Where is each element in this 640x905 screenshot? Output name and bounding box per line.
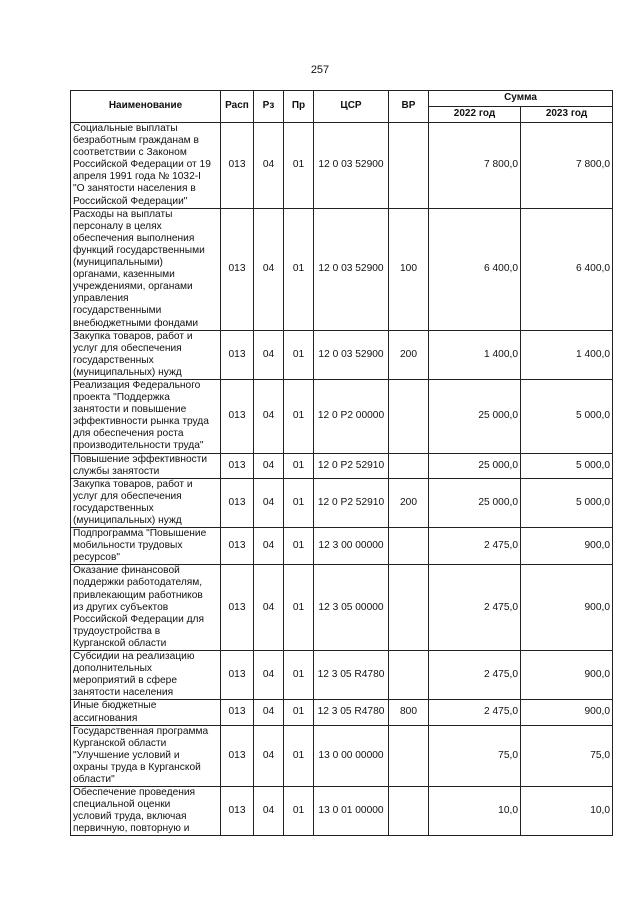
row-name: Субсидии на реализацию дополнительных мероприятий в сфере занятости населения [71, 651, 221, 700]
header-rasp: Расп [221, 91, 254, 123]
row-rasp: 013 [221, 379, 254, 453]
row-csr: 12 0 03 52900 [314, 123, 389, 209]
row-rasp: 013 [221, 123, 254, 209]
row-vr [389, 725, 429, 786]
header-rz: Рз [254, 91, 284, 123]
row-vr: 200 [389, 330, 429, 379]
row-amount-2023: 5 000,0 [521, 478, 613, 527]
row-vr: 800 [389, 700, 429, 725]
row-csr: 12 3 05 R4780 [314, 700, 389, 725]
table-row [71, 123, 613, 209]
row-amount-2022: 25 000,0 [429, 453, 521, 478]
header-csr: ЦСР [314, 91, 389, 123]
table-row [71, 565, 613, 651]
table-row [71, 453, 613, 478]
row-name: Иные бюджетные ассигнования [71, 700, 221, 725]
row-vr [389, 123, 429, 209]
row-rasp: 013 [221, 700, 254, 725]
row-rz: 04 [254, 330, 284, 379]
row-amount-2022: 25 000,0 [429, 478, 521, 527]
table-row [71, 379, 613, 453]
row-csr: 12 3 05 R4780 [314, 651, 389, 700]
row-pr: 01 [284, 651, 314, 700]
row-amount-2022: 10,0 [429, 787, 521, 836]
row-name: Реализация Федерального проекта "Поддержка занятости и повышение эффективности рынка труда для обеспечения роста производительности труда" [71, 379, 221, 453]
table-row [71, 700, 613, 725]
row-csr: 12 3 05 00000 [314, 565, 389, 651]
row-name: Подпрограмма "Повышение мобильности трудовых ресурсов" [71, 528, 221, 565]
row-vr: 100 [389, 208, 429, 330]
table-row [71, 725, 613, 786]
row-rz: 04 [254, 565, 284, 651]
row-rz: 04 [254, 453, 284, 478]
row-pr: 01 [284, 123, 314, 209]
row-vr [389, 453, 429, 478]
row-csr: 13 0 00 00000 [314, 725, 389, 786]
row-rz: 04 [254, 123, 284, 209]
row-name: Закупка товаров, работ и услуг для обеспечения государственных (муниципальных) нужд [71, 330, 221, 379]
row-name: Социальные выплаты безработным гражданам в соответствии с Законом Российской Федерации от 19 апреля 1991 года № 1032-I "О занятости населения в Российской Федерации" [71, 123, 221, 209]
table-row [71, 651, 613, 700]
row-amount-2023: 900,0 [521, 651, 613, 700]
row-rasp: 013 [221, 651, 254, 700]
row-rz: 04 [254, 787, 284, 836]
header-pr: Пр [284, 91, 314, 123]
row-amount-2023: 6 400,0 [521, 208, 613, 330]
row-csr: 12 0 P2 52910 [314, 453, 389, 478]
header-year-2022: 2022 год [429, 107, 521, 123]
page-number: 257 [310, 64, 330, 76]
row-vr [389, 787, 429, 836]
row-amount-2022: 7 800,0 [429, 123, 521, 209]
row-amount-2022: 2 475,0 [429, 700, 521, 725]
row-csr: 12 0 P2 52910 [314, 478, 389, 527]
row-pr: 01 [284, 478, 314, 527]
row-rz: 04 [254, 700, 284, 725]
row-amount-2023: 900,0 [521, 528, 613, 565]
row-pr: 01 [284, 565, 314, 651]
row-rasp: 013 [221, 565, 254, 651]
row-rz: 04 [254, 651, 284, 700]
row-pr: 01 [284, 528, 314, 565]
table-row [71, 478, 613, 527]
row-amount-2022: 75,0 [429, 725, 521, 786]
row-name: Расходы на выплаты персоналу в целях обеспечения выполнения функций государственными (муниципальными) органами, казенными учреждениями, органами управления государственными внебюджетными фондами [71, 208, 221, 330]
header-row [71, 91, 613, 107]
header-name: Наименование [71, 91, 221, 123]
row-amount-2022: 25 000,0 [429, 379, 521, 453]
row-amount-2022: 2 475,0 [429, 651, 521, 700]
table-row [71, 208, 613, 330]
row-amount-2023: 900,0 [521, 700, 613, 725]
header-sum: Сумма [429, 91, 613, 107]
table-body [71, 123, 613, 836]
row-rasp: 013 [221, 725, 254, 786]
row-pr: 01 [284, 208, 314, 330]
table-row [71, 787, 613, 836]
row-rasp: 013 [221, 453, 254, 478]
row-amount-2023: 900,0 [521, 565, 613, 651]
row-csr: 12 0 03 52900 [314, 330, 389, 379]
header-year-2023: 2023 год [521, 107, 613, 123]
table-row [71, 528, 613, 565]
row-csr: 12 0 03 52900 [314, 208, 389, 330]
row-amount-2023: 5 000,0 [521, 453, 613, 478]
row-rasp: 013 [221, 787, 254, 836]
row-vr: 200 [389, 478, 429, 527]
budget-table [70, 90, 613, 836]
row-csr: 13 0 01 00000 [314, 787, 389, 836]
row-csr: 12 0 P2 00000 [314, 379, 389, 453]
row-pr: 01 [284, 330, 314, 379]
row-rz: 04 [254, 208, 284, 330]
row-amount-2023: 1 400,0 [521, 330, 613, 379]
row-amount-2022: 2 475,0 [429, 528, 521, 565]
row-amount-2023: 75,0 [521, 725, 613, 786]
row-rz: 04 [254, 379, 284, 453]
row-name: Обеспечение проведения специальной оценки условий труда, включая первичную, повторную и [71, 787, 221, 836]
row-vr [389, 379, 429, 453]
row-rasp: 013 [221, 330, 254, 379]
row-csr: 12 3 00 00000 [314, 528, 389, 565]
row-amount-2023: 7 800,0 [521, 123, 613, 209]
row-name: Закупка товаров, работ и услуг для обеспечения государственных (муниципальных) нужд [71, 478, 221, 527]
row-amount-2022: 1 400,0 [429, 330, 521, 379]
row-pr: 01 [284, 725, 314, 786]
row-rasp: 013 [221, 478, 254, 527]
row-pr: 01 [284, 700, 314, 725]
row-rasp: 013 [221, 528, 254, 565]
row-amount-2022: 6 400,0 [429, 208, 521, 330]
row-pr: 01 [284, 453, 314, 478]
row-pr: 01 [284, 787, 314, 836]
row-rasp: 013 [221, 208, 254, 330]
row-rz: 04 [254, 725, 284, 786]
header-vr: ВР [389, 91, 429, 123]
row-vr [389, 565, 429, 651]
row-pr: 01 [284, 379, 314, 453]
table-row [71, 330, 613, 379]
row-vr [389, 651, 429, 700]
row-name: Оказание финансовой поддержки работодателям, привлекающим работников из других субъектов Российской Федерации для трудоустройства в Курганской области [71, 565, 221, 651]
row-amount-2023: 10,0 [521, 787, 613, 836]
row-amount-2023: 5 000,0 [521, 379, 613, 453]
row-rz: 04 [254, 528, 284, 565]
row-name: Государственная программа Курганской области "Улучшение условий и охраны труда в Курганской области" [71, 725, 221, 786]
row-vr [389, 528, 429, 565]
row-amount-2022: 2 475,0 [429, 565, 521, 651]
row-name: Повышение эффективности службы занятости [71, 453, 221, 478]
row-rz: 04 [254, 478, 284, 527]
